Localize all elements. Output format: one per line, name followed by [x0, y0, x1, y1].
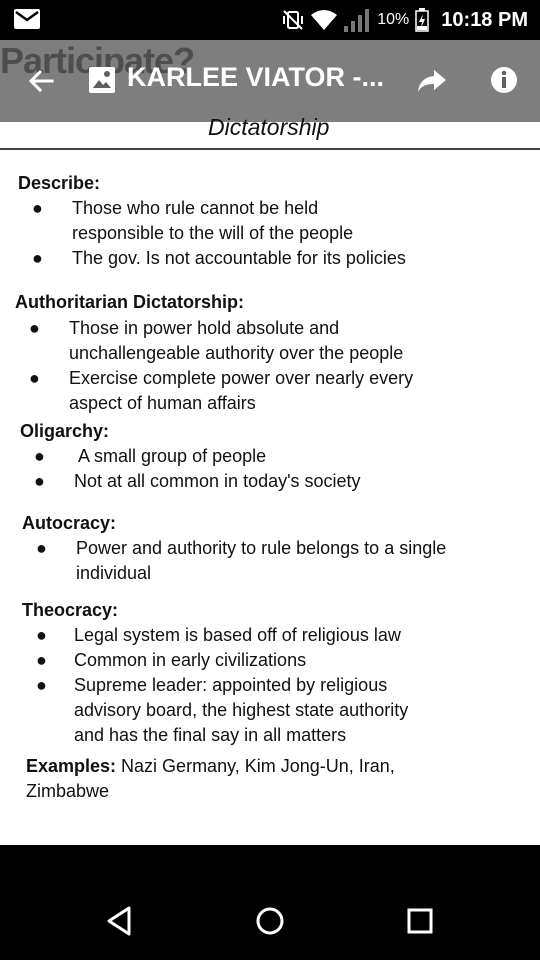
document-subtitle: Dictatorship — [208, 114, 330, 140]
vibrate-off-icon — [281, 8, 305, 32]
recents-square-icon[interactable] — [403, 904, 437, 938]
app-bar — [0, 40, 540, 122]
section-heading-describe: Describe: — [18, 173, 101, 193]
document-page: Dictatorship Describe: ● Those who rule cannot be held responsible to the will of the people ● The gov. Is not accountable for its policies Authoritarian Dictatorship: ● Those in power hold absolute and unchallengeable authority over the people ● Exercise complete power over nearly every aspect of human affairs Oligarchy: ● A small group of people ● Not at all common in today's society Autocracy: ● Power and authority to rule belongs to a single individual Theocracy: ● Legal system is based off of religious law ● Common in early civilizations ● Supreme leader: appointed by religious advisory board, the highest state authority and has the final say in all matters Examples: Nazi Germany, Kim Jong-Un, Iran, Zimbabwe — [0, 122, 540, 845]
examples-text-continued: Zimbabwe — [26, 781, 110, 801]
battery-charging-icon — [415, 8, 429, 32]
clock: 10:18 PM — [441, 8, 528, 31]
back-arrow-icon[interactable] — [26, 66, 56, 96]
document-title: KARLEE VIATOR -... — [127, 62, 385, 92]
home-circle-icon[interactable] — [253, 904, 287, 938]
share-icon[interactable] — [416, 64, 448, 96]
examples-paragraph — [26, 754, 395, 804]
navigation-bar — [0, 880, 540, 960]
file-image-icon — [88, 66, 116, 94]
back-triangle-icon[interactable] — [103, 904, 137, 938]
battery-percent: 10% — [377, 11, 410, 28]
divider — [0, 148, 540, 150]
section-heading-autocracy: Autocracy: — [22, 513, 117, 533]
examples-text: Nazi Germany, Kim Jong-Un, Iran, — [116, 756, 395, 776]
info-icon[interactable] — [490, 66, 518, 94]
mail-icon — [14, 9, 40, 29]
wifi-icon — [311, 9, 337, 31]
section-heading-authoritarian: Authoritarian Dictatorship: — [15, 292, 245, 312]
signal-icon — [343, 7, 371, 33]
section-heading-oligarchy: Oligarchy: — [20, 421, 110, 441]
section-heading-theocracy: Theocracy: — [22, 600, 119, 620]
status-bar — [0, 0, 540, 40]
examples-label: Examples: — [26, 756, 117, 776]
